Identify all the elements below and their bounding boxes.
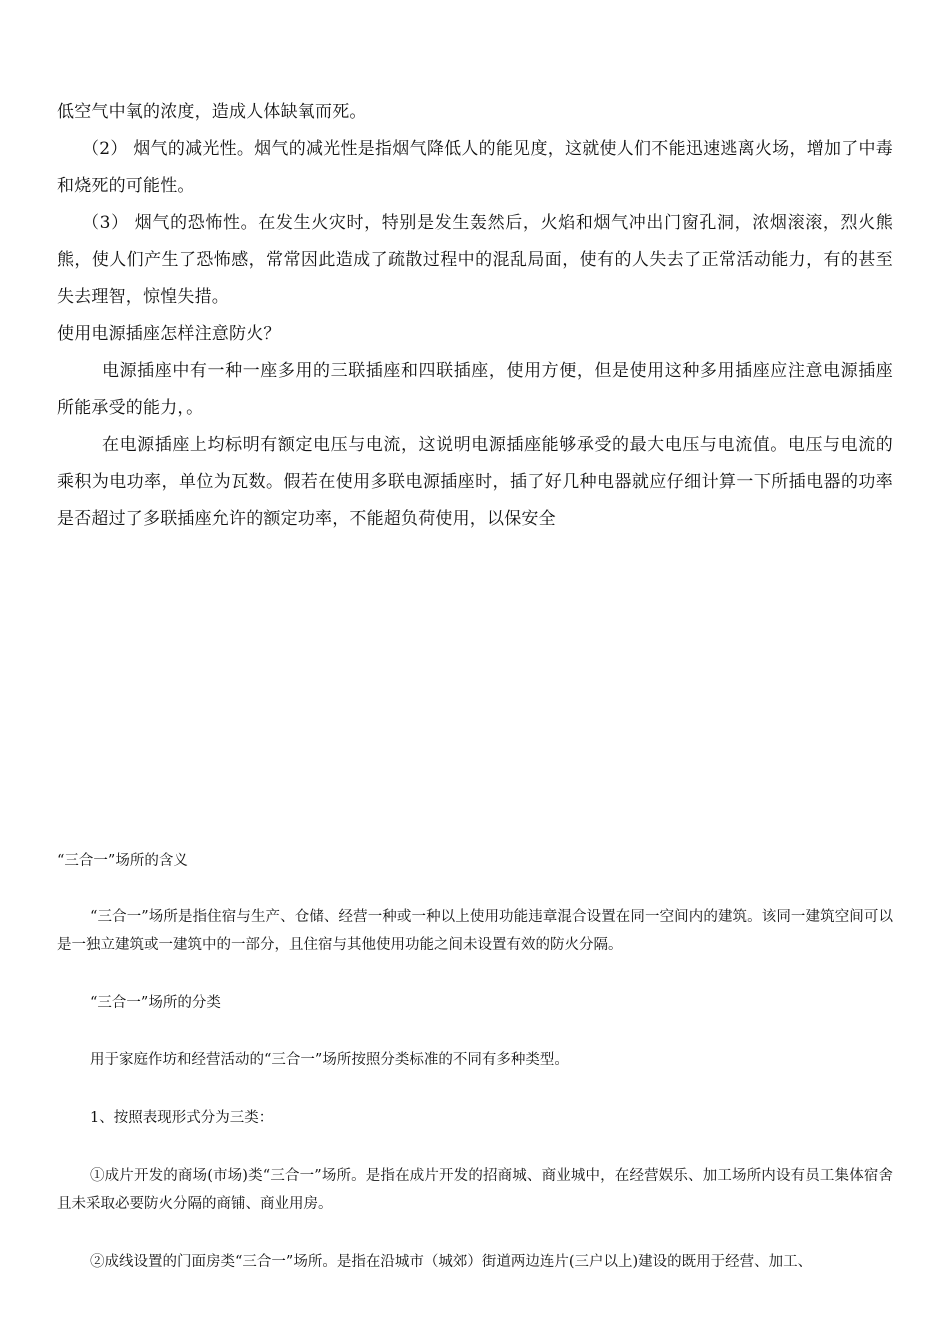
sanheyi-meaning-title: “三合一”场所的含义 xyxy=(57,853,188,869)
paragraph-market-type: ①成片开发的商场(市场)类“三合一”场所。是指在成片开发的招商城、商业城中，在经营娱乐、加工场所内设有员工集体宿舍且未采取必要防火分隔的商铺、商业用房。 xyxy=(57,1168,893,1212)
paragraph-sanheyi-definition: “三合一”场所是指住宿与生产、仓储、经营一种或一种以上使用功能违章混合设置在同一空间内的建筑。该同一建筑空间可以是一独立建筑或一建筑中的一部分，且住宿与其他使用功能之间未设置有效的防火分隔。 xyxy=(57,909,893,953)
paragraph-smoke-fear: （3） 烟气的恐怖性。在发生火灾时，特别是发生轰然后，火焰和烟气冲出门窗孔洞，浓烟滚滚，烈火熊熊，使人们产生了恐怖感，常常因此造成了疏散过程中的混乱局面，使有的人失去了正常活动能力，有的甚至失去理智，惊惶失措。 xyxy=(57,213,893,307)
sanheyi-types-block xyxy=(57,1046,893,1074)
classification-item-block xyxy=(57,1104,893,1132)
paragraph-socket-rating: 在电源插座上均标明有额定电压与电流，这说明电源插座能够承受的最大电压与电流值。电压与电流的乘积为电功率，单位为瓦数。假若在使用多联电源插座时，插了好几种电器就应仔细计算一下所插电器的功率是否超过了多联插座允许的额定功率，不能超负荷使用，以保安全 xyxy=(57,435,893,529)
paragraph-smoke-light-reduction: （2） 烟气的减光性。烟气的减光性是指烟气降低人的能见度，这就使人们不能迅速逃离火场，增加了中毒和烧死的可能性。 xyxy=(57,139,893,196)
paragraph-sanheyi-types: 用于家庭作坊和经营活动的“三合一”场所按照分类标准的不同有多种类型。 xyxy=(90,1052,569,1068)
paragraph-by-form: 1、按照表现形式分为三类： xyxy=(90,1110,274,1126)
paragraph-socket-intro: 电源插座中有一种一座多用的三联插座和四联插座，使用方便，但是使用这种多用插座应注意电源插座所能承受的能力，。 xyxy=(57,361,893,418)
sanheyi-classification-block xyxy=(57,989,893,1017)
heading-power-socket: 使用电源插座怎样注意防火？ xyxy=(57,324,281,344)
sanheyi-title-block xyxy=(57,847,893,875)
paragraph-oxygen: 低空气中氧的浓度，造成人体缺氧而死。 xyxy=(57,102,367,122)
market-type-block xyxy=(57,1162,893,1218)
fire-safety-section xyxy=(57,94,893,538)
storefront-type-block xyxy=(57,1248,893,1276)
sanheyi-classification-title: “三合一”场所的分类 xyxy=(90,995,221,1011)
sanheyi-definition-block xyxy=(57,903,893,959)
paragraph-storefront-type: ②成线设置的门面房类“三合一”场所。是指在沿城市（城郊）街道两边连片(三户以上)建设的既用于经营、加工、 xyxy=(90,1254,813,1270)
